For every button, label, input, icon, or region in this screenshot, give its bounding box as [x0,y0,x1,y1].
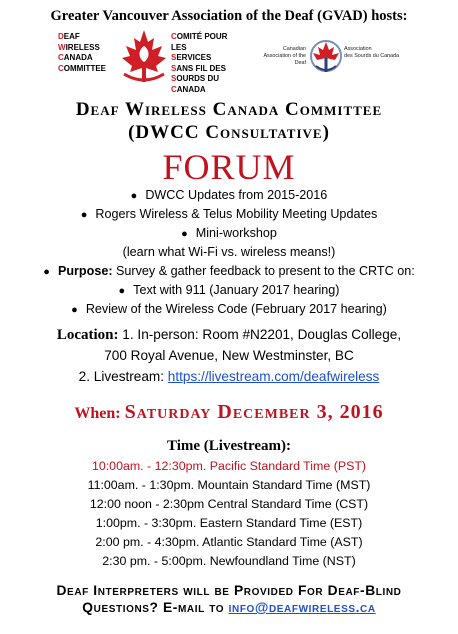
cad-logo-french: Association des Sourds du Canada [344,46,400,59]
list-item: ● DWCC Updates from 2015-2016 [130,188,328,202]
location-line-1: Location: 1. In-person: Room #N2201, Douglas College, [56,327,402,343]
cad-emblem-icon [308,34,344,84]
list-item: ● Review of the Wireless Code (February 2017 hearing) [71,302,387,316]
cad-logo-english: Canadian Association of the Deaf [263,46,306,66]
email-link[interactable]: info@deafwireless.ca [228,600,376,615]
time-heading: Time (Livestream): [167,438,291,454]
time-row: 2:00 pm. - 4:30pm. Atlantic Standard Time (AST) [95,535,363,549]
bullet-icon: ● [43,266,50,278]
time-row: 12:00 noon - 2:30pm Central Standard Time (CST) [89,497,369,511]
host-line: Greater Vancouver Association of the Deaf (GVAD) hosts: [50,8,408,24]
livestream-link[interactable]: https://livestream.com/deafwireless [167,369,380,384]
location-line-2: 700 Royal Avenue, New Westminster, BC [104,348,354,363]
bullet-icon: ● [130,190,138,202]
bullet-icon: ● [118,285,126,297]
footer-line-1: Deaf Interpreters will be Provided For Deaf-Blind [56,583,402,598]
event-date: When: Saturday December 3, 2016 [74,401,384,423]
time-row: 11:00am. - 1:30pm. Mountain Standard Time (MST) [87,478,371,492]
time-row: 10:00am. - 12:30pm. Pacific Standard Time (PST) [91,459,367,473]
bullet-icon: ● [71,304,78,316]
dwcc-logo-french: COMITÉ POUR LES SERVICES SANS FIL DES SOURDS DU CANADA [171,32,228,94]
forum-heading: FORUM [162,147,296,187]
maple-leaf-icon [118,28,170,84]
time-row: 1:00pm. - 3:30pm. Eastern Standard Time (EST) [95,516,363,530]
dwcc-logo [58,28,244,94]
list-item: ● Rogers Wireless & Telus Mobility Meeting Updates [80,207,378,221]
list-item: ● Text with 911 (January 2017 hearing) [118,283,340,297]
bullet-icon: ● [80,209,88,221]
time-row: 2:30 pm. - 5:00pm. Newfoundland Time (NST) [102,554,356,568]
location-line-3: 2. Livestream: https://livestream.com/deafwireless [78,369,380,384]
list-item: ● Mini-workshop [181,226,277,240]
list-item: (learn what Wi-Fi vs. wireless means!) [122,245,336,259]
cad-logo [258,32,398,90]
title-line-1: Deaf Wireless Canada Committee [75,99,383,120]
bullet-icon: ● [181,228,188,240]
dwcc-logo-english: DEAF WIRELESS CANADA COMMITTEE [58,32,106,73]
footer-line-2: Questions? E-mail to info@deafwireless.ca [82,600,376,615]
title-line-2: (DWCC Consultative) [128,122,330,143]
list-item: ● Purpose: Survey & gather feedback to present to the CRTC on: [43,264,415,278]
